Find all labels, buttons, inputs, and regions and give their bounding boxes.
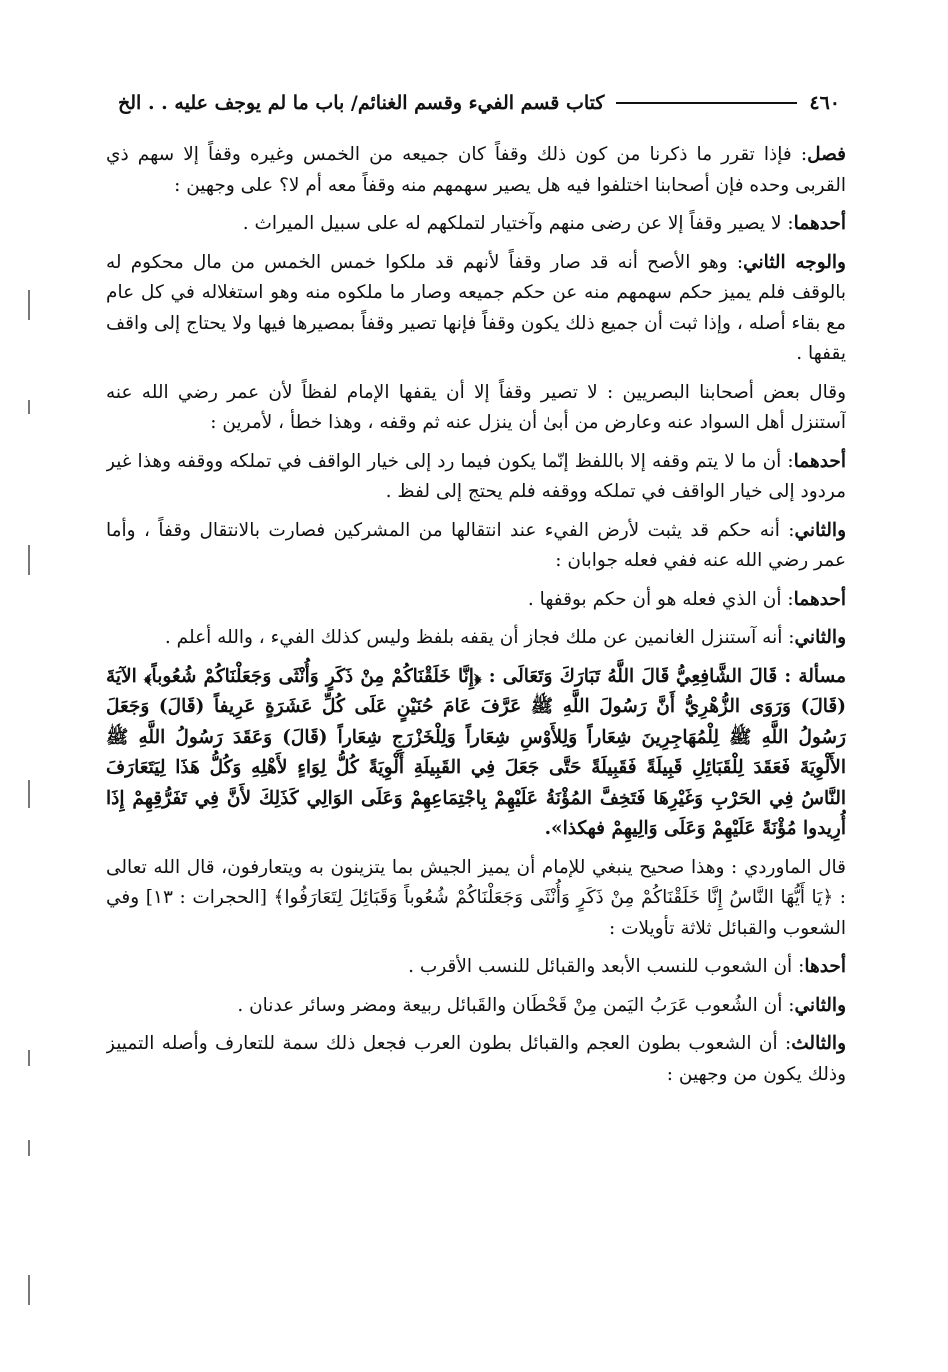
page-body — [106, 140, 846, 1360]
paragraph-text: : لا يصير وقفاً إلا عن رضى منهم وآختيار لتملكهم له على سبيل الميراث . — [242, 213, 794, 234]
margin-mark — [28, 545, 30, 575]
paragraph-text: : أن الشعوب للنسب الأبعد والقبائل للنسب الأقرب . — [408, 956, 805, 977]
paragraph — [106, 447, 846, 508]
paragraph — [106, 991, 846, 1022]
paragraph-text: : أنه حكم قد يثبت لأرض الفيء عند انتقالها من المشركين فصارت بالانتقال وقفاً ، وأما عمر رضي الله عنه ففي فعله جوابان : — [106, 519, 846, 571]
paragraph-text: : وهو الأصح أنه قد صار وقفاً لأنهم قد ملكوا خمس الخمس من مال محكوم له بالوقف فلم يميز حكم سهمهم منه عن حكم جميعه وصار ما ملكوه منه وهو استغلاله في كل عام مع بقاء أصله ، وإذا ثبت أن جميع ذلك يكون وقفاً فإنها تصير وقفاً بمصيرها فيها ولا يحتاج إلى واقف يقفها . — [106, 251, 846, 364]
margin-mark — [28, 780, 30, 808]
paragraph — [106, 140, 846, 201]
margin-mark — [28, 400, 30, 414]
paragraph-masala — [106, 662, 846, 845]
paragraph-lead: والوجه الثاني — [743, 251, 846, 273]
running-title: كتاب قسم الفيء وقسم الغنائم/ باب ما لم يوجف عليه . . الخ — [118, 92, 605, 114]
paragraph — [106, 1029, 846, 1090]
paragraph — [106, 209, 846, 240]
paragraph-lead: مسألة : قَالَ الشَّافِعِيُّ — [675, 665, 846, 687]
paragraph — [106, 853, 846, 945]
header-rule — [616, 102, 797, 104]
paragraph-lead: أحدهما — [793, 213, 846, 234]
margin-mark — [28, 1050, 30, 1066]
paragraph-text: وقال بعض أصحابنا البصريين : لا تصير وقفاً إلا أن يقفها الإمام لفظاً لأن عمر رضي الله عنه آستنزل أهل السواد عنه وعارض من أبىٰ أن ينزل عنه ثم وقفه ، وهذا خطأ ، لأمرين : — [106, 381, 846, 433]
paragraph-lead: والثاني — [794, 627, 846, 648]
paragraph-text: : أن ما لا يتم وقفه إلا باللفظ إنّما يكون فيما رد إلى خيار الواقف في تملكه ووقفه وهذا غير مردود إلى خيار الواقف في تملكه ووقفه فلم يحتج إلى لفظ . — [106, 450, 846, 502]
paragraph — [106, 952, 846, 983]
paragraph-text: قَالَ اللَّهُ تَبَارَكَ وَتَعَالَى : ﴿إِنَّا خَلَقْنَاكُمْ مِنْ ذَكَرٍ وَأُنْثَى وَجَعَلْنَاكُمْ شُعُوباً﴾ الآيَةَ (قَالَ) وَرَوَى الزُّهْرِيُّ أَنَّ رَسُولَ اللَّهِ ﷺ عَرَّفَ عَامَ حُنَيْنٍ عَلَى كُلِّ عَشَرَةٍ عَرِيفاً (قَالَ) وَجَعَلَ رَسُولُ اللَّهِ ﷺ لِلْمُهَاجِرِينَ شِعَاراً وَلِلأَوْسِ شِعَاراً وَلِلْخَزْرَجِ شِعَاراً (قَالَ) وَعَقَدَ رَسُولُ اللَّهِ ﷺ الأَلْوِيَةَ فَعَقَدَ لِلْقَبَائِلِ قَبِيلَةً فَقَبِيلَةً حَتَّى جَعَلَ فِي القَبِيلَةِ أَلْوِيَةً كُلُّ لِوَاءٍ لأَهْلِهِ وَكُلُّ هَذَا لِيَتَعَارَفَ النَّاسُ فِي الحَرْبِ وَغَيْرِهَا فَتَخِفَّ المُؤْنَةُ عَلَيْهِمْ بِاجْتِمَاعِهِمْ وَعَلَى الوَالِي كَذَلِكَ لأَنَّ فِي تَفَرُّقِهِمْ إِذَا أُرِيدوا مُؤْنَةً عَلَيْهِمْ وَعَلَى وَالِيهِمْ فهكذا». — [106, 665, 846, 839]
paragraph-text: : فإذا تقرر ما ذكرنا من كون ذلك وقفاً كان جميعه من الخمس وغيره وقفاً إلا سهم ذي القربى وحده فإن أصحابنا اختلفوا فيه هل يصير سهمهم منه وقفاً معه أم لا؟ على وجهين : — [106, 144, 846, 196]
paragraph-text: : أن الشُعوب عَرَبُ اليَمن مِنْ قَحْطَان والقَبائل ربيعة ومضر وسائر عدنان . — [237, 994, 795, 1016]
paragraph — [106, 623, 846, 654]
paragraph-lead: أحدهما — [793, 450, 846, 472]
paragraph-lead: فصل — [807, 144, 846, 165]
paragraph-text: : أن الذي فعله هو أن حكم بوقفها . — [527, 588, 794, 610]
margin-mark — [28, 1140, 30, 1156]
paragraph-lead: والثاني — [794, 994, 846, 1016]
margin-mark — [28, 290, 30, 320]
paragraph — [106, 248, 846, 370]
paragraph-lead: والثالث — [791, 1033, 846, 1054]
paragraph — [106, 378, 846, 439]
margin-mark — [28, 1275, 30, 1305]
paragraph-text: : أنه آستنزل الغانمين عن ملك فجاز أن يقفه بلفظ وليس كذلك الفيء ، والله أعلم . — [164, 627, 795, 648]
paragraph — [106, 516, 846, 577]
paragraph-lead: أحدهما — [793, 588, 846, 610]
paragraph — [106, 585, 846, 616]
paragraph-lead: والثاني — [794, 519, 846, 541]
paragraph-text: : أن الشعوب بطون العجم والقبائل بطون العرب فجعل ذلك سمة للتعارف وأصله التمييز وذلك يكون من وجهين : — [106, 1033, 846, 1085]
paragraph-lead: أحدها — [804, 956, 846, 977]
page-number: ٤٦٠ — [809, 92, 840, 114]
paragraph-text: قال الماوردي : وهذا صحيح ينبغي للإمام أن يميز الجيش بما يتزينون به ويتعارفون، قال الله تعالى : ﴿يَا أَيُّهَا النَّاسُ إِنَّا خَلَقْنَاكُمْ مِنْ ذَكَرٍ وَأُنْثَى وَجَعَلْنَاكُمْ شُعُوباً وَقَبَائِلَ لِتَعَارَفُوا﴾ [الحجرات : ١٣] وفي الشعوب والقبائل ثلاثة تأويلات : — [106, 856, 846, 939]
running-header — [118, 86, 840, 120]
